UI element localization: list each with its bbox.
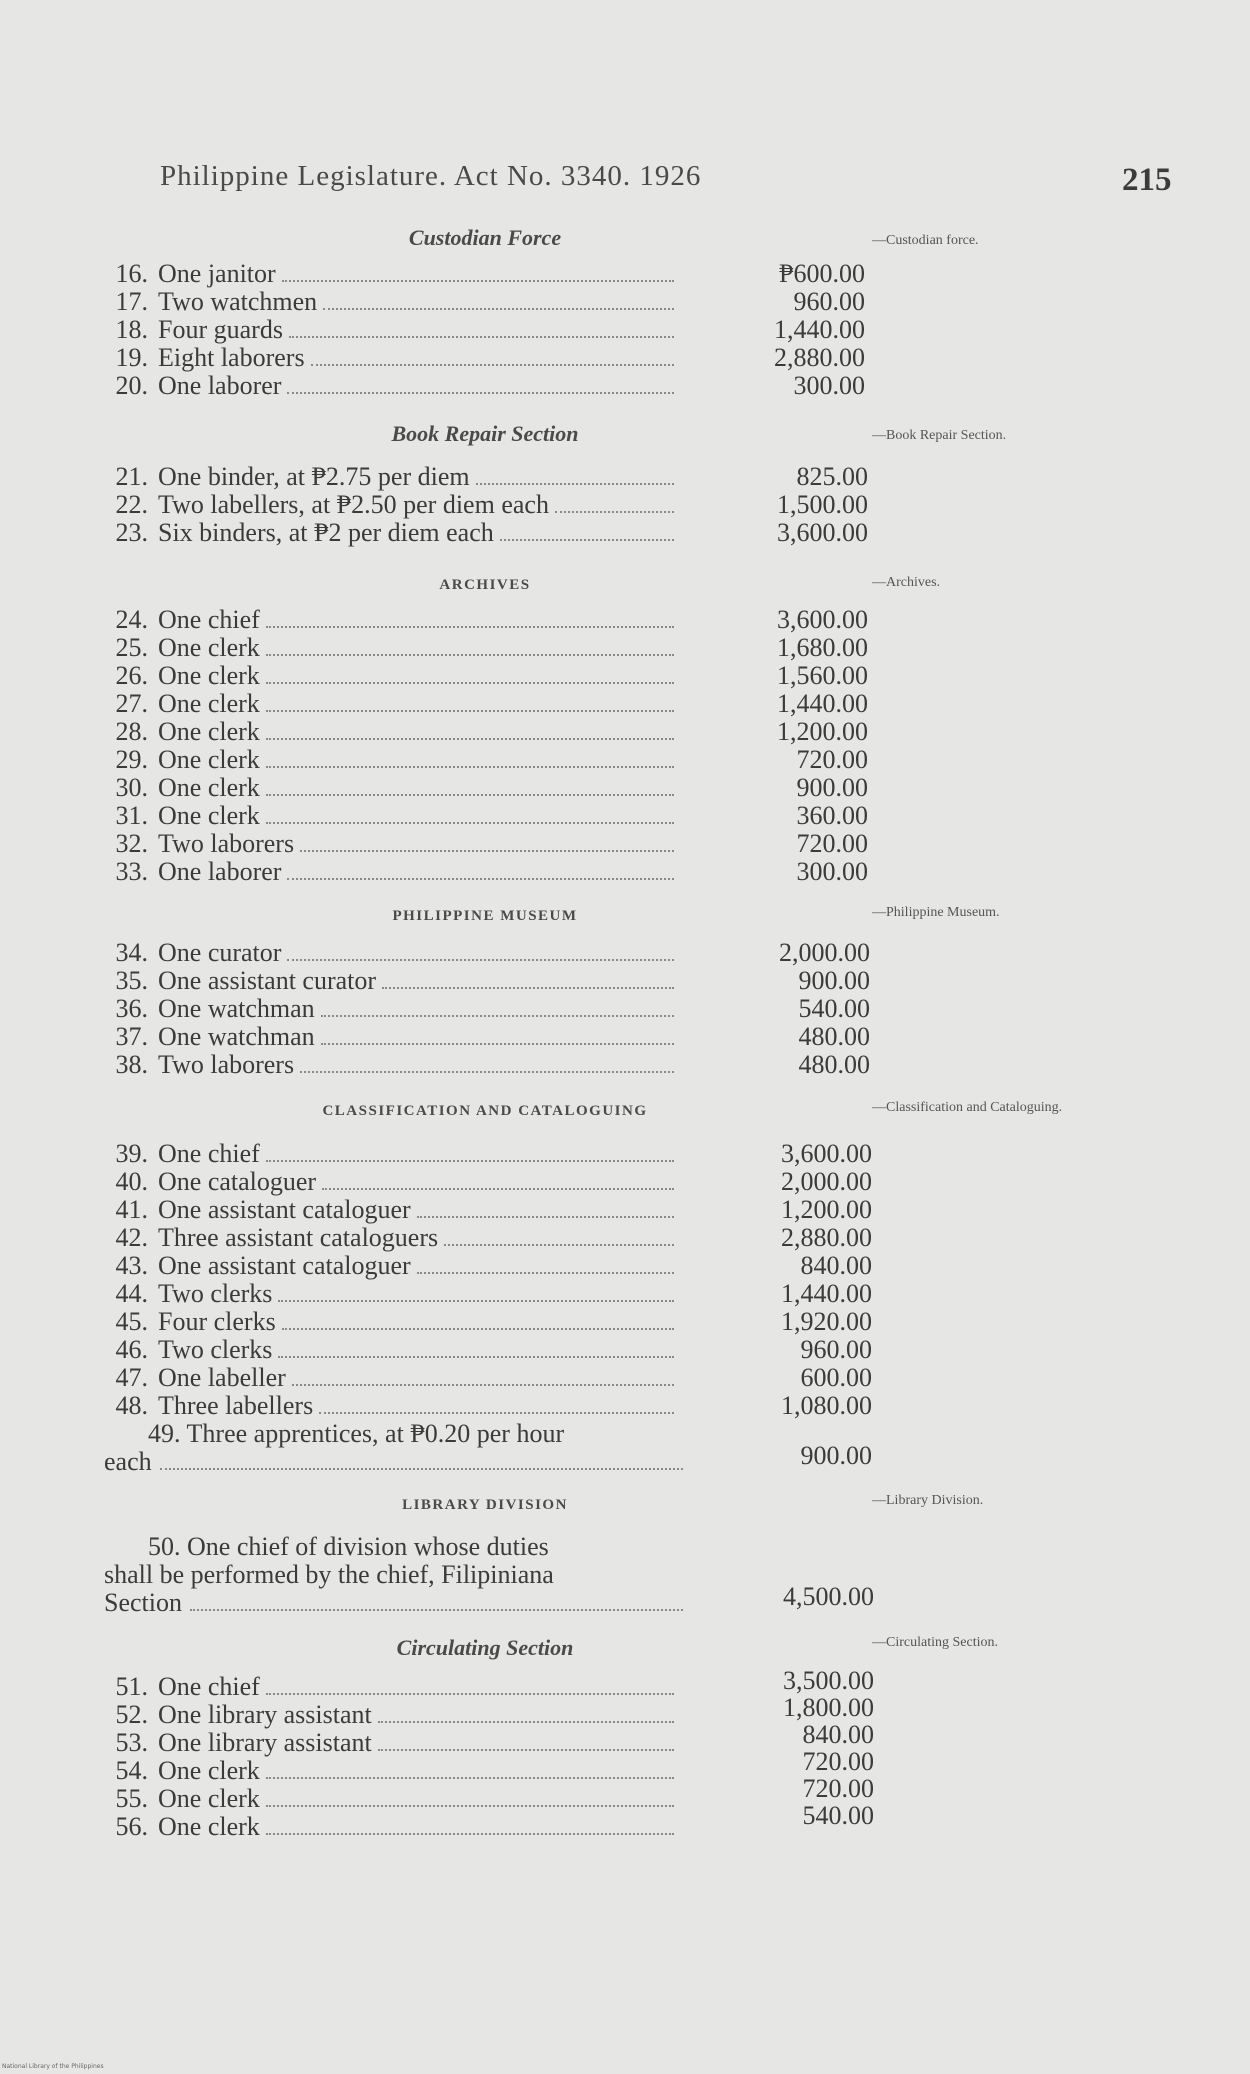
line-item-18: 18. Four guards — [100, 316, 680, 344]
amount-28: 1,200.00 — [777, 717, 868, 746]
line-item-53: 53. One library assistant — [100, 1729, 680, 1757]
amount-19: 2,880.00 — [774, 343, 865, 372]
amount-18: 1,440.00 — [774, 315, 865, 344]
margin-note-archives: —Archives. — [872, 575, 941, 590]
section-heading-classification: CLASSIFICATION AND CATALOGUING — [322, 1103, 648, 1119]
margin-note-book-repair: —Book Repair Section. — [872, 428, 1007, 443]
amount-17: 960.00 — [793, 287, 865, 316]
margin-note-museum: —Philippine Museum. — [872, 905, 1000, 920]
line-item-37: 37. One watchman — [100, 1023, 680, 1051]
section-heading-custodian: Custodian Force — [408, 225, 562, 250]
section-heading-museum: PHILIPPINE MUSEUM — [392, 908, 578, 924]
amount-26: 1,560.00 — [777, 661, 868, 690]
line-item-16: 16. One janitor — [100, 260, 680, 288]
amount-22: 1,500.00 — [777, 490, 868, 519]
amount-21: 825.00 — [796, 462, 868, 491]
line-item-20: 20. One laborer — [100, 372, 680, 400]
margin-note-classification: —Classification and Cataloguing. — [872, 1100, 1063, 1115]
item-49-line2: each — [104, 1448, 689, 1476]
line-item-35: 35. One assistant curator — [100, 967, 680, 995]
line-item-47: 47. One labeller — [100, 1364, 680, 1392]
line-item-55: 55. One clerk — [100, 1785, 680, 1813]
amount-37: 480.00 — [798, 1022, 870, 1051]
amount-46: 960.00 — [800, 1335, 872, 1364]
page-number: 215 — [1122, 162, 1172, 198]
section-heading-library: LIBRARY DIVISION — [402, 1497, 568, 1513]
line-item-17: 17. Two watchmen — [100, 288, 680, 316]
amount-56: 540.00 — [802, 1801, 874, 1830]
amount-32: 720.00 — [796, 829, 868, 858]
line-item-54: 54. One clerk — [100, 1757, 680, 1785]
amount-43: 840.00 — [800, 1251, 872, 1280]
line-item-26: 26. One clerk — [100, 662, 680, 690]
amount-39: 3,600.00 — [781, 1139, 872, 1168]
amount-45: 1,920.00 — [781, 1307, 872, 1336]
amount-54: 720.00 — [802, 1747, 874, 1776]
line-item-39: 39. One chief — [100, 1140, 680, 1168]
amount-53: 840.00 — [802, 1720, 874, 1749]
line-item-32: 32. Two laborers — [100, 830, 680, 858]
amount-33: 300.00 — [796, 857, 868, 886]
amount-25: 1,680.00 — [777, 633, 868, 662]
line-item-44: 44. Two clerks — [100, 1280, 680, 1308]
line-item-56: 56. One clerk — [100, 1813, 680, 1841]
line-item-38: 38. Two laborers — [100, 1051, 680, 1079]
margin-note-circulating: —Circulating Section. — [872, 1635, 998, 1650]
amount-38: 480.00 — [798, 1050, 870, 1079]
line-item-33: 33. One laborer — [100, 858, 680, 886]
amount-36: 540.00 — [798, 994, 870, 1023]
amount-49: 900.00 — [800, 1441, 872, 1470]
amount-42: 2,880.00 — [781, 1223, 872, 1252]
line-item-27: 27. One clerk — [100, 690, 680, 718]
amount-35: 900.00 — [798, 966, 870, 995]
line-item-22: 22. Two labellers, at ₱2.50 per diem each — [100, 491, 680, 519]
amount-29: 720.00 — [796, 745, 868, 774]
line-item-43: 43. One assistant cataloguer — [100, 1252, 680, 1280]
line-item-28: 28. One clerk — [100, 718, 680, 746]
line-item-40: 40. One cataloguer — [100, 1168, 680, 1196]
margin-note-library: —Library Division. — [872, 1493, 984, 1508]
amount-41: 1,200.00 — [781, 1195, 872, 1224]
line-item-36: 36. One watchman — [100, 995, 680, 1023]
item-49-line1: 49. Three apprentices, at ₱0.20 per hour — [148, 1419, 565, 1448]
amount-50: 4,500.00 — [783, 1582, 874, 1611]
amount-52: 1,800.00 — [783, 1693, 874, 1722]
line-item-25: 25. One clerk — [100, 634, 680, 662]
margin-note-custodian: —Custodian force. — [872, 233, 979, 248]
amount-23: 3,600.00 — [777, 518, 868, 547]
section-heading-circulating: Circulating Section — [396, 1635, 574, 1660]
line-item-21: 21. One binder, at ₱2.75 per diem — [100, 463, 680, 491]
amount-27: 1,440.00 — [777, 689, 868, 718]
line-item-45: 45. Four clerks — [100, 1308, 680, 1336]
line-item-31: 31. One clerk — [100, 802, 680, 830]
line-item-29: 29. One clerk — [100, 746, 680, 774]
section-heading-book-repair: Book Repair Section — [391, 421, 579, 446]
amount-34: 2,000.00 — [779, 938, 870, 967]
item-50-line3: Section — [104, 1589, 689, 1617]
line-item-42: 42. Three assistant cataloguers — [100, 1224, 680, 1252]
line-item-41: 41. One assistant cataloguer — [100, 1196, 680, 1224]
line-item-46: 46. Two clerks — [100, 1336, 680, 1364]
amount-47: 600.00 — [800, 1363, 872, 1392]
amount-31: 360.00 — [796, 801, 868, 830]
line-item-23: 23. Six binders, at ₱2 per diem each — [100, 519, 680, 547]
line-item-19: 19. Eight laborers — [100, 344, 680, 372]
amount-44: 1,440.00 — [781, 1279, 872, 1308]
amount-24: 3,600.00 — [777, 605, 868, 634]
line-item-51: 51. One chief — [100, 1673, 680, 1701]
scan-footer: National Library of the Philippines — [2, 2063, 104, 2070]
amount-16: ₱600.00 — [779, 259, 865, 288]
line-item-34: 34. One curator — [100, 939, 680, 967]
line-item-30: 30. One clerk — [100, 774, 680, 802]
item-50-line2: shall be performed by the chief, Filipiniana — [104, 1560, 554, 1589]
line-item-52: 52. One library assistant — [100, 1701, 680, 1729]
running-header: Philippine Legislature. Act No. 3340. 1926 — [160, 160, 702, 192]
amount-51: 3,500.00 — [783, 1666, 874, 1695]
amount-30: 900.00 — [796, 773, 868, 802]
amount-20: 300.00 — [793, 371, 865, 400]
item-50-line1: 50. One chief of division whose duties — [148, 1532, 549, 1561]
amount-40: 2,000.00 — [781, 1167, 872, 1196]
amount-55: 720.00 — [802, 1774, 874, 1803]
section-heading-archives: ARCHIVES — [439, 577, 531, 593]
line-item-48: 48. Three labellers — [100, 1392, 680, 1420]
amount-48: 1,080.00 — [781, 1391, 872, 1420]
line-item-24: 24. One chief — [100, 606, 680, 634]
